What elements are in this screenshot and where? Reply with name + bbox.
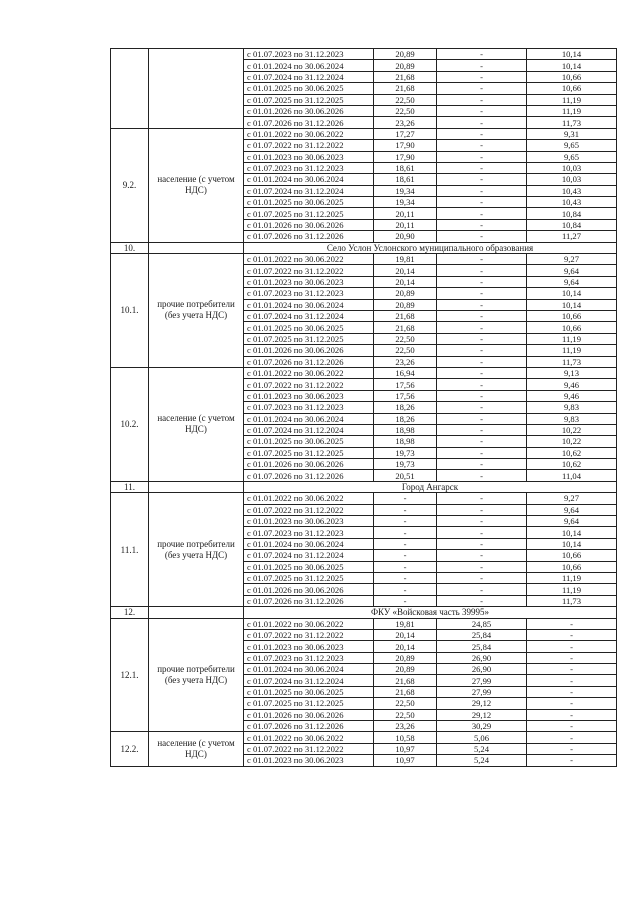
value-cell: 19,34 [374, 185, 437, 196]
section-number: 11. [111, 481, 149, 492]
value-cell: 18,61 [374, 162, 437, 173]
value-cell: 21,68 [374, 675, 437, 686]
value-cell: - [437, 550, 527, 561]
period-cell: с 01.07.2026 по 31.12.2026 [244, 721, 374, 732]
period-cell: с 01.07.2024 по 31.12.2024 [244, 675, 374, 686]
period-cell: с 01.01.2025 по 30.06.2025 [244, 436, 374, 447]
value-cell: 9,46 [527, 390, 617, 401]
value-cell: - [437, 516, 527, 527]
period-cell: с 01.07.2024 по 31.12.2024 [244, 424, 374, 435]
value-cell: 25,84 [437, 629, 527, 640]
value-cell: - [437, 49, 527, 60]
table-row [111, 254, 617, 265]
value-cell: 26,90 [437, 652, 527, 663]
value-cell: - [437, 162, 527, 173]
section-header-row [111, 242, 617, 253]
value-cell: - [437, 83, 527, 94]
value-cell: 10,97 [374, 755, 437, 766]
period-cell: с 01.07.2025 по 31.12.2025 [244, 333, 374, 344]
period-cell: с 01.01.2022 по 30.06.2022 [244, 128, 374, 139]
value-cell: - [527, 732, 617, 743]
value-cell: - [374, 561, 437, 572]
value-cell: 11,19 [527, 572, 617, 583]
value-cell: 22,50 [374, 333, 437, 344]
value-cell: 5,24 [437, 755, 527, 766]
table-row [111, 49, 617, 60]
period-cell: с 01.01.2026 по 30.06.2026 [244, 459, 374, 470]
table-row [111, 732, 617, 743]
value-cell: 9,64 [527, 516, 617, 527]
value-cell: 10,03 [527, 174, 617, 185]
period-cell: с 01.01.2022 по 30.06.2022 [244, 493, 374, 504]
value-cell: - [437, 413, 527, 424]
period-cell: с 01.07.2022 по 31.12.2022 [244, 743, 374, 754]
value-cell: - [437, 276, 527, 287]
value-cell: 21,68 [374, 71, 437, 82]
value-cell: - [437, 572, 527, 583]
value-cell: 11,19 [527, 94, 617, 105]
value-cell: 17,90 [374, 151, 437, 162]
value-cell: 20,89 [374, 49, 437, 60]
period-cell: с 01.07.2023 по 31.12.2023 [244, 288, 374, 299]
group-label: население (с учетом НДС) [149, 732, 244, 766]
value-cell: - [437, 299, 527, 310]
value-cell: - [437, 424, 527, 435]
period-cell: с 01.01.2023 по 30.06.2023 [244, 151, 374, 162]
value-cell: 10,66 [527, 71, 617, 82]
value-cell: 10,66 [527, 550, 617, 561]
period-cell: с 01.01.2024 по 30.06.2024 [244, 60, 374, 71]
value-cell: 20,14 [374, 265, 437, 276]
section-name: Село Услон Услонского муниципального образования [244, 242, 617, 253]
value-cell: 20,51 [374, 470, 437, 481]
value-cell: - [437, 504, 527, 515]
period-cell: с 01.01.2026 по 30.06.2026 [244, 105, 374, 116]
value-cell: 20,11 [374, 219, 437, 230]
period-cell: с 01.07.2026 по 31.12.2026 [244, 356, 374, 367]
value-cell: 10,03 [527, 162, 617, 173]
value-cell: 11,73 [527, 117, 617, 128]
period-cell: с 01.07.2025 по 31.12.2025 [244, 208, 374, 219]
value-cell: 10,66 [527, 561, 617, 572]
value-cell: 9,27 [527, 254, 617, 265]
section-number: 10. [111, 242, 149, 253]
period-cell: с 01.07.2022 по 31.12.2022 [244, 140, 374, 151]
group-number: 10.2. [111, 367, 149, 481]
period-cell: с 01.01.2024 по 30.06.2024 [244, 299, 374, 310]
value-cell: - [374, 584, 437, 595]
period-cell: с 01.01.2025 по 30.06.2025 [244, 561, 374, 572]
value-cell: 21,68 [374, 322, 437, 333]
value-cell: - [527, 698, 617, 709]
period-cell: с 01.07.2023 по 31.12.2023 [244, 527, 374, 538]
period-cell: с 01.07.2026 по 31.12.2026 [244, 231, 374, 242]
period-cell: с 01.07.2024 по 31.12.2024 [244, 310, 374, 321]
group-label [149, 49, 244, 129]
value-cell: - [437, 345, 527, 356]
value-cell: - [437, 470, 527, 481]
section-number: 12. [111, 607, 149, 618]
value-cell: 9,64 [527, 276, 617, 287]
value-cell: 10,66 [527, 310, 617, 321]
period-cell: с 01.07.2025 по 31.12.2025 [244, 572, 374, 583]
value-cell: 11,19 [527, 105, 617, 116]
value-cell: - [527, 675, 617, 686]
value-cell: - [437, 185, 527, 196]
value-cell: 9,27 [527, 493, 617, 504]
value-cell: - [437, 584, 527, 595]
value-cell: 23,26 [374, 117, 437, 128]
value-cell: - [374, 504, 437, 515]
value-cell: - [437, 174, 527, 185]
value-cell: - [437, 459, 527, 470]
period-cell: с 01.01.2025 по 30.06.2025 [244, 686, 374, 697]
value-cell: 10,84 [527, 208, 617, 219]
value-cell: 19,73 [374, 447, 437, 458]
value-cell: 22,50 [374, 345, 437, 356]
value-cell: 29,12 [437, 698, 527, 709]
value-cell: 20,89 [374, 652, 437, 663]
value-cell: - [527, 686, 617, 697]
group-label: население (с учетом НДС) [149, 367, 244, 481]
value-cell: - [437, 333, 527, 344]
value-cell: 20,90 [374, 231, 437, 242]
value-cell: 9,64 [527, 504, 617, 515]
value-cell: 27,99 [437, 675, 527, 686]
value-cell: 20,89 [374, 60, 437, 71]
period-cell: с 01.07.2022 по 31.12.2022 [244, 504, 374, 515]
value-cell: - [437, 105, 527, 116]
value-cell: - [527, 709, 617, 720]
value-cell: - [437, 436, 527, 447]
value-cell: - [437, 595, 527, 606]
value-cell: 19,81 [374, 618, 437, 629]
value-cell: 9,65 [527, 151, 617, 162]
section-spacer [149, 481, 244, 492]
value-cell: 20,14 [374, 629, 437, 640]
value-cell: 18,98 [374, 424, 437, 435]
value-cell: 9,64 [527, 265, 617, 276]
value-cell: - [527, 743, 617, 754]
value-cell: 17,90 [374, 140, 437, 151]
section-header-row [111, 607, 617, 618]
value-cell: - [527, 755, 617, 766]
value-cell: - [374, 493, 437, 504]
value-cell: 10,14 [527, 299, 617, 310]
period-cell: с 01.01.2022 по 30.06.2022 [244, 618, 374, 629]
period-cell: с 01.01.2025 по 30.06.2025 [244, 83, 374, 94]
value-cell: - [437, 60, 527, 71]
value-cell: - [437, 151, 527, 162]
value-cell: 9,83 [527, 402, 617, 413]
value-cell: 20,89 [374, 288, 437, 299]
value-cell: 18,26 [374, 413, 437, 424]
period-cell: с 01.01.2026 по 30.06.2026 [244, 709, 374, 720]
group-number: 11.1. [111, 493, 149, 607]
group-label: прочие потребители (без учета НДС) [149, 618, 244, 732]
value-cell: 10,14 [527, 538, 617, 549]
value-cell: 22,50 [374, 105, 437, 116]
section-header-row [111, 481, 617, 492]
group-number [111, 49, 149, 129]
value-cell: 22,50 [374, 94, 437, 105]
value-cell: 10,66 [527, 322, 617, 333]
value-cell: - [527, 721, 617, 732]
value-cell: - [527, 641, 617, 652]
value-cell: - [437, 208, 527, 219]
period-cell: с 01.07.2024 по 31.12.2024 [244, 71, 374, 82]
value-cell: 10,14 [527, 60, 617, 71]
value-cell: - [437, 117, 527, 128]
value-cell: 9,46 [527, 379, 617, 390]
value-cell: 10,62 [527, 447, 617, 458]
value-cell: - [437, 527, 527, 538]
period-cell: с 01.01.2022 по 30.06.2022 [244, 367, 374, 378]
value-cell: 27,99 [437, 686, 527, 697]
period-cell: с 01.07.2025 по 31.12.2025 [244, 698, 374, 709]
value-cell: 11,04 [527, 470, 617, 481]
period-cell: с 01.01.2024 по 30.06.2024 [244, 538, 374, 549]
value-cell: 10,22 [527, 436, 617, 447]
value-cell: 23,26 [374, 356, 437, 367]
value-cell: 11,73 [527, 595, 617, 606]
period-cell: с 01.01.2026 по 30.06.2026 [244, 219, 374, 230]
value-cell: - [374, 572, 437, 583]
value-cell: 11,19 [527, 345, 617, 356]
table-row [111, 367, 617, 378]
value-cell: 10,97 [374, 743, 437, 754]
period-cell: с 01.07.2023 по 31.12.2023 [244, 402, 374, 413]
period-cell: с 01.07.2024 по 31.12.2024 [244, 185, 374, 196]
value-cell: 10,43 [527, 185, 617, 196]
period-cell: с 01.07.2024 по 31.12.2024 [244, 550, 374, 561]
value-cell: - [527, 618, 617, 629]
value-cell: - [437, 94, 527, 105]
tariff-table-body [111, 49, 617, 767]
value-cell: 19,34 [374, 197, 437, 208]
group-label: прочие потребители (без учета НДС) [149, 254, 244, 368]
value-cell: 17,56 [374, 379, 437, 390]
period-cell: с 01.07.2025 по 31.12.2025 [244, 447, 374, 458]
value-cell: - [374, 538, 437, 549]
value-cell: 23,26 [374, 721, 437, 732]
value-cell: - [437, 493, 527, 504]
value-cell: 20,89 [374, 664, 437, 675]
value-cell: - [437, 402, 527, 413]
group-label: население (с учетом НДС) [149, 128, 244, 242]
period-cell: с 01.01.2023 по 30.06.2023 [244, 276, 374, 287]
value-cell: - [437, 71, 527, 82]
value-cell: - [437, 140, 527, 151]
period-cell: с 01.01.2023 по 30.06.2023 [244, 390, 374, 401]
value-cell: - [374, 527, 437, 538]
group-label: прочие потребители (без учета НДС) [149, 493, 244, 607]
value-cell: 19,81 [374, 254, 437, 265]
value-cell: 9,13 [527, 367, 617, 378]
period-cell: с 01.01.2022 по 30.06.2022 [244, 254, 374, 265]
value-cell: 18,26 [374, 402, 437, 413]
value-cell: 19,73 [374, 459, 437, 470]
period-cell: с 01.01.2025 по 30.06.2025 [244, 322, 374, 333]
value-cell: - [437, 390, 527, 401]
tariff-table [110, 48, 617, 767]
value-cell: 10,62 [527, 459, 617, 470]
value-cell: - [437, 356, 527, 367]
value-cell: 22,50 [374, 709, 437, 720]
table-row [111, 618, 617, 629]
group-number: 12.1. [111, 618, 149, 732]
value-cell: 17,27 [374, 128, 437, 139]
value-cell: - [437, 231, 527, 242]
value-cell: - [437, 128, 527, 139]
value-cell: 26,90 [437, 664, 527, 675]
value-cell: 11,27 [527, 231, 617, 242]
value-cell: - [437, 367, 527, 378]
period-cell: с 01.07.2023 по 31.12.2023 [244, 49, 374, 60]
period-cell: с 01.07.2026 по 31.12.2026 [244, 470, 374, 481]
value-cell: 17,56 [374, 390, 437, 401]
value-cell: 20,14 [374, 276, 437, 287]
value-cell: 11,73 [527, 356, 617, 367]
period-cell: с 01.01.2024 по 30.06.2024 [244, 413, 374, 424]
value-cell: 9,31 [527, 128, 617, 139]
value-cell: - [374, 550, 437, 561]
value-cell: 9,83 [527, 413, 617, 424]
value-cell: 10,43 [527, 197, 617, 208]
table-row [111, 128, 617, 139]
value-cell: 10,14 [527, 527, 617, 538]
period-cell: с 01.01.2026 по 30.06.2026 [244, 345, 374, 356]
value-cell: - [527, 664, 617, 675]
value-cell: 10,22 [527, 424, 617, 435]
value-cell: 11,19 [527, 584, 617, 595]
value-cell: 21,68 [374, 83, 437, 94]
value-cell: 21,68 [374, 686, 437, 697]
value-cell: - [374, 516, 437, 527]
value-cell: - [437, 561, 527, 572]
value-cell: 10,14 [527, 288, 617, 299]
period-cell: с 01.07.2022 по 31.12.2022 [244, 265, 374, 276]
period-cell: с 01.01.2025 по 30.06.2025 [244, 197, 374, 208]
value-cell: 10,84 [527, 219, 617, 230]
value-cell: 18,98 [374, 436, 437, 447]
section-spacer [149, 242, 244, 253]
value-cell: - [437, 265, 527, 276]
value-cell: 24,85 [437, 618, 527, 629]
value-cell: 29,12 [437, 709, 527, 720]
period-cell: с 01.07.2023 по 31.12.2023 [244, 162, 374, 173]
value-cell: - [437, 288, 527, 299]
value-cell: - [437, 197, 527, 208]
value-cell: - [437, 538, 527, 549]
section-name: Город Ангарск [244, 481, 617, 492]
value-cell: 5,24 [437, 743, 527, 754]
period-cell: с 01.07.2023 по 31.12.2023 [244, 652, 374, 663]
period-cell: с 01.01.2023 по 30.06.2023 [244, 755, 374, 766]
period-cell: с 01.07.2022 по 31.12.2022 [244, 379, 374, 390]
value-cell: 5,06 [437, 732, 527, 743]
value-cell: 11,19 [527, 333, 617, 344]
value-cell: - [437, 219, 527, 230]
value-cell: 10,58 [374, 732, 437, 743]
group-number: 9.2. [111, 128, 149, 242]
period-cell: с 01.07.2022 по 31.12.2022 [244, 629, 374, 640]
value-cell: 30,29 [437, 721, 527, 732]
value-cell: 25,84 [437, 641, 527, 652]
period-cell: с 01.01.2024 по 30.06.2024 [244, 174, 374, 185]
value-cell: - [527, 629, 617, 640]
period-cell: с 01.07.2026 по 31.12.2026 [244, 595, 374, 606]
value-cell: - [527, 652, 617, 663]
value-cell: 10,66 [527, 83, 617, 94]
group-number: 12.2. [111, 732, 149, 766]
value-cell: - [437, 379, 527, 390]
value-cell: 20,89 [374, 299, 437, 310]
period-cell: с 01.01.2022 по 30.06.2022 [244, 732, 374, 743]
value-cell: - [437, 310, 527, 321]
value-cell: - [437, 322, 527, 333]
value-cell: 20,11 [374, 208, 437, 219]
value-cell: 22,50 [374, 698, 437, 709]
period-cell: с 01.01.2023 по 30.06.2023 [244, 641, 374, 652]
value-cell: - [437, 447, 527, 458]
period-cell: с 01.01.2023 по 30.06.2023 [244, 516, 374, 527]
period-cell: с 01.01.2026 по 30.06.2026 [244, 584, 374, 595]
period-cell: с 01.07.2025 по 31.12.2025 [244, 94, 374, 105]
value-cell: - [437, 254, 527, 265]
value-cell: 18,61 [374, 174, 437, 185]
value-cell: - [374, 595, 437, 606]
value-cell: 9,65 [527, 140, 617, 151]
section-name: ФКУ «Войсковая часть 39995» [244, 607, 617, 618]
value-cell: 16,94 [374, 367, 437, 378]
group-number: 10.1. [111, 254, 149, 368]
value-cell: 21,68 [374, 310, 437, 321]
value-cell: 10,14 [527, 49, 617, 60]
table-row [111, 493, 617, 504]
section-spacer [149, 607, 244, 618]
period-cell: с 01.07.2026 по 31.12.2026 [244, 117, 374, 128]
period-cell: с 01.01.2024 по 30.06.2024 [244, 664, 374, 675]
value-cell: 20,14 [374, 641, 437, 652]
